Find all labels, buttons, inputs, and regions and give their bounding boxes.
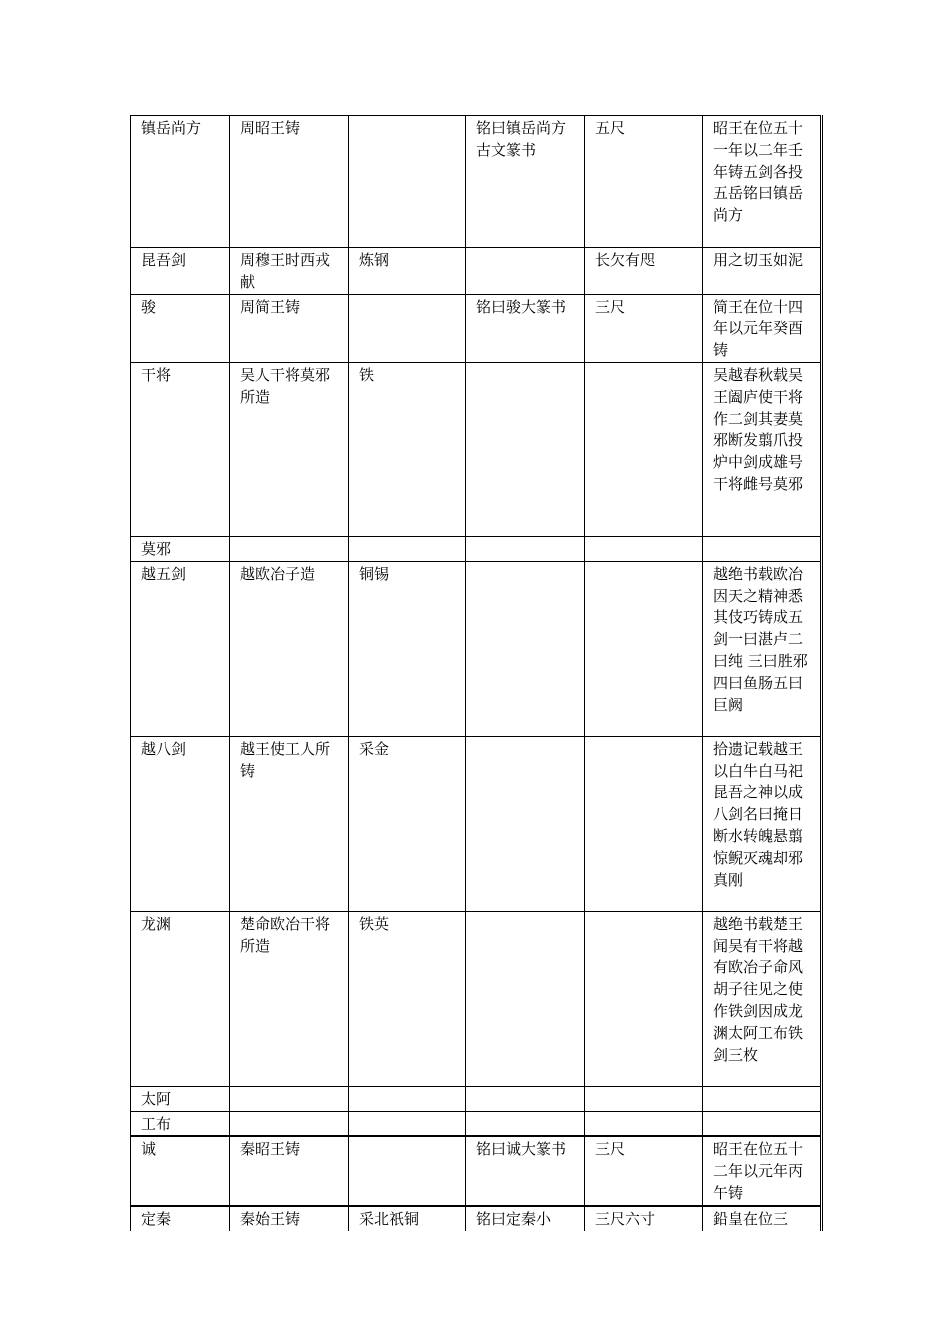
cell-maker (230, 1111, 349, 1136)
swords-table (130, 115, 823, 1231)
cell-note: 用之切玉如泥 (703, 248, 822, 295)
table-row (131, 1086, 822, 1111)
cell-length: 三尺 (585, 294, 703, 362)
cell-maker: 秦昭王铸 (230, 1136, 349, 1205)
cell-inscription: 铭曰镇岳尚方古文篆书 (466, 116, 585, 248)
cell-name: 昆吾剑 (131, 248, 230, 295)
cell-note (703, 536, 822, 561)
cell-inscription (466, 1111, 585, 1136)
cell-length (585, 1111, 703, 1136)
cell-inscription (466, 1086, 585, 1111)
cell-material: 采金 (349, 736, 466, 911)
table-row (131, 911, 822, 1086)
cell-material: 铜锡 (349, 561, 466, 736)
table-row (131, 362, 822, 536)
cell-maker (230, 536, 349, 561)
table-row (131, 561, 822, 736)
table-row (131, 1206, 822, 1231)
cell-length: 三尺 (585, 1136, 703, 1205)
cell-material (349, 116, 466, 248)
cell-material (349, 1136, 466, 1205)
table-row (131, 536, 822, 561)
cell-length: 三尺六寸 (585, 1206, 703, 1231)
cell-note: 越绝书载楚王闻吴有干将越有欧冶子命风胡子往见之使作铁剑因成龙渊太阿工布铁剑三枚 (703, 911, 822, 1086)
cell-maker: 吴人干将莫邪所造 (230, 362, 349, 536)
cell-length (585, 536, 703, 561)
cell-length: 五尺 (585, 116, 703, 248)
cell-maker: 周穆王时西戎献 (230, 248, 349, 295)
cell-maker (230, 1086, 349, 1111)
cell-maker: 周简王铸 (230, 294, 349, 362)
cell-maker: 周昭王铸 (230, 116, 349, 248)
cell-material (349, 536, 466, 561)
cell-name: 越五剑 (131, 561, 230, 736)
cell-note: 拾遗记载越王以白牛白马祀昆吾之神以成八剑名曰掩日断水转魄悬翦惊鲵灭魂却邪真刚 (703, 736, 822, 911)
table-row (131, 294, 822, 362)
cell-maker: 秦始王铸 (230, 1206, 349, 1231)
cell-note (703, 1086, 822, 1111)
cell-note (703, 1111, 822, 1136)
cell-maker: 越欧冶子造 (230, 561, 349, 736)
cell-inscription: 铭曰定秦小 (466, 1206, 585, 1231)
cell-inscription (466, 736, 585, 911)
cell-note: 越绝书载欧冶因天之精神悉其伎巧铸成五剑一曰湛卢二曰纯 三曰胜邪四曰鱼肠五曰巨阙 (703, 561, 822, 736)
cell-note: 简王在位十四年以元年癸酉铸 (703, 294, 822, 362)
cell-name: 太阿 (131, 1086, 230, 1111)
table-row (131, 116, 822, 248)
cell-maker: 楚命欧冶干将所造 (230, 911, 349, 1086)
cell-material (349, 1086, 466, 1111)
cell-name: 干将 (131, 362, 230, 536)
cell-inscription (466, 561, 585, 736)
cell-note: 昭王在位五十二年以元年丙午铸 (703, 1136, 822, 1205)
cell-inscription (466, 536, 585, 561)
cell-length (585, 911, 703, 1086)
cell-name: 镇岳尚方 (131, 116, 230, 248)
cell-note: 昭王在位五十一年以二年壬年铸五剑各投五岳铭曰镇岳尚方 (703, 116, 822, 248)
table-row (131, 1136, 822, 1205)
table-row (131, 1111, 822, 1136)
cell-inscription (466, 911, 585, 1086)
cell-length (585, 561, 703, 736)
cell-inscription: 铭曰诚大篆书 (466, 1136, 585, 1205)
cell-material: 铁 (349, 362, 466, 536)
cell-name: 定秦 (131, 1206, 230, 1231)
cell-name: 工布 (131, 1111, 230, 1136)
cell-inscription (466, 362, 585, 536)
cell-length (585, 736, 703, 911)
cell-material (349, 294, 466, 362)
cell-name: 龙渊 (131, 911, 230, 1086)
cell-note: 吴越春秋载吴王阖庐使干将作二剑其妻莫邪断发翦爪投炉中剑成雄号干将雌号莫邪 (703, 362, 822, 536)
cell-name: 越八剑 (131, 736, 230, 911)
table-row (131, 736, 822, 911)
cell-material: 炼钢 (349, 248, 466, 295)
cell-material (349, 1111, 466, 1136)
cell-length: 长欠有咫 (585, 248, 703, 295)
cell-name: 莫邪 (131, 536, 230, 561)
cell-maker: 越王使工人所铸 (230, 736, 349, 911)
cell-material: 铁英 (349, 911, 466, 1086)
cell-inscription (466, 248, 585, 295)
cell-inscription: 铭曰骏大篆书 (466, 294, 585, 362)
cell-length (585, 1086, 703, 1111)
cell-length (585, 362, 703, 536)
table-row (131, 248, 822, 295)
cell-material: 采北祇铜 (349, 1206, 466, 1231)
cell-note: 鉛皇在位三 (703, 1206, 822, 1231)
cell-name: 诚 (131, 1136, 230, 1205)
cell-name: 骏 (131, 294, 230, 362)
